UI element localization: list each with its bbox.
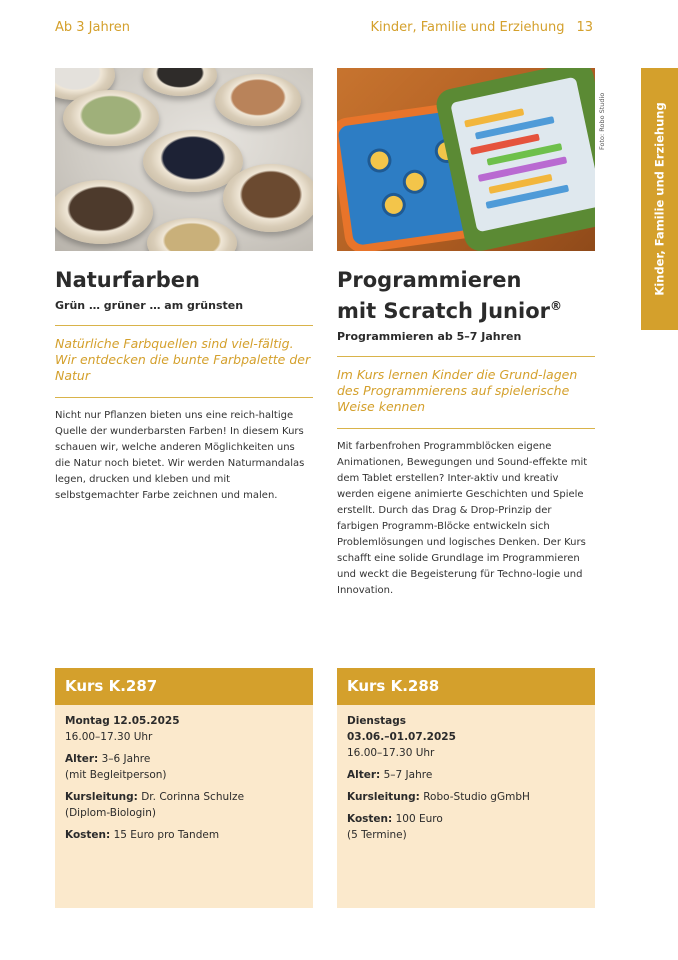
tablets-photo [337, 68, 595, 251]
cost-value: 100 Euro [395, 813, 443, 825]
pigment-bowls-photo [55, 68, 313, 251]
divider [337, 428, 595, 429]
age-label: Alter: [347, 769, 381, 781]
bowl-image [215, 74, 301, 126]
course-title: Naturfarben [55, 268, 200, 292]
app-button-image [384, 195, 404, 215]
course-tagline: Natürliche Farbquellen sind viel-fältig. Wir entdecken die bunte Farbpalette der Natur [55, 336, 311, 383]
bowl-image [223, 164, 313, 232]
course-number: Kurs K.287 [55, 668, 313, 705]
course-description: Mit farbenfrohen Programmblöcken eigene Animationen, Bewegungen und Sound-effekte mit dem Tablet erstellen? Inter-aktiv und kreativ werden eigene animierte Geschichten und Spiele erstellt. Durch das Drag & Drop-Prinzip der farbigen Programm-Blöcke entwickeln sich Problemlösungen und logisches Denken. Der Kurs schafft eine solide Grundlage im Programmieren und weckt die Begeisterung für Techno-logie und Innovation. [337, 441, 588, 596]
course-age [347, 767, 585, 783]
course-subtitle: Grün … grüner … am grünsten [55, 299, 244, 312]
header-chapter-title: Kinder, Familie und Erziehung [370, 20, 565, 35]
cost-value: 15 Euro pro Tandem [113, 829, 220, 841]
date-label: Montag [65, 715, 110, 727]
app-button-image [405, 172, 425, 192]
course-info-box-k287 [55, 668, 313, 908]
course-title-line2: mit Scratch Junior [337, 299, 550, 323]
divider [55, 325, 313, 326]
age-label: Alter: [65, 753, 99, 765]
date-value: 12.05.2025 [113, 715, 180, 727]
course-naturfarben [55, 68, 313, 504]
page-number: 13 [576, 20, 593, 35]
age-value: 3–6 Jahre [101, 753, 151, 765]
bowl-image [143, 68, 217, 96]
cost-label: Kosten: [65, 829, 111, 841]
lead-label: Kursleitung: [347, 791, 420, 803]
bowl-image [55, 180, 153, 244]
registered-mark: ® [549, 299, 562, 313]
course-age [65, 751, 303, 783]
course-date [65, 713, 303, 745]
course-description: Nicht nur Pflanzen bieten uns eine reich-haltige Quelle der wunderbarsten Farben! In diesem Kurs schauen wir, welche anderen Möglichkeiten uns die Natur noch bietet. Wir werden Naturmandalas legen, drucken und kleben und mit selbstgemachter Farbe zeichnen und malen. [55, 410, 305, 501]
course-subtitle: Programmieren ab 5–7 Jahren [337, 330, 522, 343]
course-lead [65, 789, 303, 821]
course-lead [347, 789, 585, 805]
lead-value: Robo-Studio gGmbH [423, 791, 530, 803]
date-value: 03.06.–01.07.2025 [347, 731, 456, 743]
divider [337, 356, 595, 357]
chapter-side-tab [641, 68, 678, 330]
course-time: 16.00–17.30 Uhr [65, 731, 153, 743]
divider [55, 397, 313, 398]
course-title [337, 267, 595, 324]
course-date [347, 713, 585, 761]
course-number: Kurs K.288 [337, 668, 595, 705]
app-button-image [369, 150, 389, 170]
date-label: Dienstags [347, 715, 407, 727]
header-chapter [371, 20, 594, 35]
lead-value: Dr. Corinna Schulze [141, 791, 245, 803]
photo-credit: Foto: Robo Studio [598, 92, 606, 150]
header-section-label: Ab 3 Jahren [55, 20, 131, 35]
cost-label: Kosten: [347, 813, 393, 825]
bowl-image [147, 218, 237, 251]
scratch-screen-image [450, 77, 595, 233]
course-cost [65, 827, 303, 843]
age-note: (mit Begleitperson) [65, 769, 167, 781]
course-title-line1: Programmieren [337, 268, 522, 292]
course-info-box-k288 [337, 668, 595, 908]
bowl-image [63, 90, 159, 146]
lead-label: Kursleitung: [65, 791, 138, 803]
course-cost [347, 811, 585, 843]
cost-note: (5 Termine) [347, 829, 407, 841]
age-value: 5–7 Jahre [383, 769, 433, 781]
course-time: 16.00–17.30 Uhr [347, 747, 435, 759]
side-tab-label: Kinder, Familie und Erziehung [652, 102, 667, 296]
lead-note: (Diplom-Biologin) [65, 807, 156, 819]
course-tagline: Im Kurs lernen Kinder die Grund-lagen des Programmierens auf spielerische Weise kennen [337, 367, 578, 414]
course-scratch-junior [337, 68, 595, 599]
